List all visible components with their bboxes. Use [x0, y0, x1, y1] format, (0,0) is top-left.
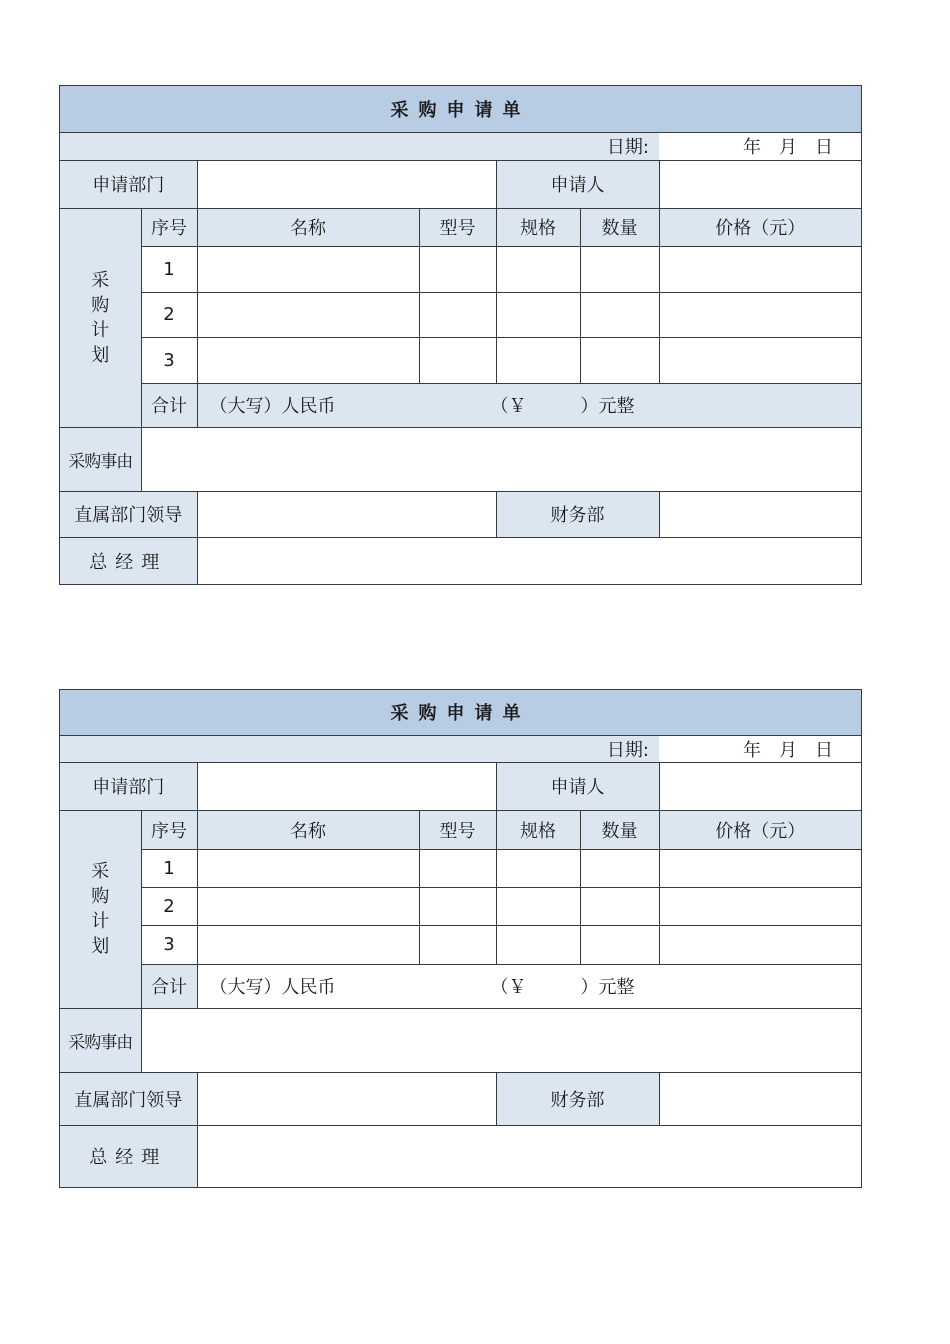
total-amount-field[interactable] [197, 383, 861, 427]
col-header-price: 价格（元） [659, 208, 861, 246]
cell-price[interactable] [659, 887, 861, 925]
cell-name[interactable] [197, 849, 419, 887]
cell-model[interactable] [419, 925, 496, 964]
cell-quantity[interactable] [580, 337, 659, 383]
cell-name[interactable] [197, 246, 419, 292]
cell-spec[interactable] [496, 849, 580, 887]
col-header-model: 型号 [419, 810, 496, 849]
reason-field[interactable] [141, 427, 861, 491]
purchase-request-form-1 [59, 85, 862, 585]
table-row [60, 925, 861, 964]
table-row [60, 246, 861, 292]
total-yuan-suffix: ）元整 [580, 396, 635, 417]
cell-quantity[interactable] [580, 246, 659, 292]
form-table [60, 690, 861, 1187]
total-yen-open: （￥ [490, 977, 527, 998]
total-label: 合计 [141, 383, 197, 427]
cell-spec[interactable] [496, 925, 580, 964]
cell-name[interactable] [197, 925, 419, 964]
dept-label: 申请部门 [60, 762, 197, 810]
cell-price[interactable] [659, 246, 861, 292]
cell-quantity[interactable] [580, 849, 659, 887]
leader-label: 直属部门领导 [60, 491, 197, 537]
gm-field[interactable] [197, 1125, 861, 1187]
row-index: 1 [141, 246, 197, 292]
plan-label: 采 购 计 划 [60, 810, 141, 1008]
cell-quantity[interactable] [580, 887, 659, 925]
col-header-model: 型号 [419, 208, 496, 246]
cell-quantity[interactable] [580, 925, 659, 964]
cell-spec[interactable] [496, 887, 580, 925]
row-index: 2 [141, 292, 197, 337]
col-header-spec: 规格 [496, 208, 580, 246]
leader-label: 直属部门领导 [60, 1072, 197, 1125]
applicant-label: 申请人 [496, 160, 659, 208]
row-index: 1 [141, 849, 197, 887]
finance-label: 财务部 [496, 1072, 659, 1125]
row-index: 3 [141, 337, 197, 383]
row-index: 3 [141, 925, 197, 964]
col-header-name: 名称 [197, 208, 419, 246]
total-uppercase-label: （大写）人民币 [209, 396, 336, 417]
cell-name[interactable] [197, 292, 419, 337]
table-row [60, 849, 861, 887]
finance-field[interactable] [659, 491, 861, 537]
col-header-index: 序号 [141, 208, 197, 246]
cell-model[interactable] [419, 292, 496, 337]
cell-model[interactable] [419, 849, 496, 887]
date-field[interactable]: 年 月 日 [659, 132, 861, 160]
reason-label: 采购事由 [60, 427, 141, 491]
table-row [60, 292, 861, 337]
dept-label: 申请部门 [60, 160, 197, 208]
form-title: 采购申请单 [60, 690, 861, 735]
cell-price[interactable] [659, 849, 861, 887]
total-uppercase-label: （大写）人民币 [209, 977, 336, 998]
dept-field[interactable] [197, 160, 496, 208]
cell-spec[interactable] [496, 292, 580, 337]
leader-field[interactable] [197, 1072, 496, 1125]
cell-price[interactable] [659, 337, 861, 383]
cell-spec[interactable] [496, 246, 580, 292]
cell-model[interactable] [419, 246, 496, 292]
purchase-request-form-2 [59, 689, 862, 1188]
col-header-index: 序号 [141, 810, 197, 849]
table-row [60, 337, 861, 383]
cell-spec[interactable] [496, 337, 580, 383]
cell-price[interactable] [659, 925, 861, 964]
date-label: 日期: [60, 735, 659, 762]
gm-label: 总经理 [60, 1125, 197, 1187]
cell-quantity[interactable] [580, 292, 659, 337]
date-label: 日期: [60, 132, 659, 160]
row-index: 2 [141, 887, 197, 925]
col-header-quantity: 数量 [580, 810, 659, 849]
col-header-quantity: 数量 [580, 208, 659, 246]
form-table [60, 86, 861, 584]
cell-name[interactable] [197, 887, 419, 925]
applicant-field[interactable] [659, 762, 861, 810]
gm-field[interactable] [197, 537, 861, 584]
total-label: 合计 [141, 964, 197, 1008]
col-header-spec: 规格 [496, 810, 580, 849]
gm-label: 总经理 [60, 537, 197, 584]
col-header-price: 价格（元） [659, 810, 861, 849]
cell-model[interactable] [419, 337, 496, 383]
form-title: 采购申请单 [60, 86, 861, 132]
applicant-field[interactable] [659, 160, 861, 208]
finance-field[interactable] [659, 1072, 861, 1125]
total-yen-open: （￥ [490, 396, 527, 417]
cell-price[interactable] [659, 292, 861, 337]
reason-label: 采购事由 [60, 1008, 141, 1072]
dept-field[interactable] [197, 762, 496, 810]
applicant-label: 申请人 [496, 762, 659, 810]
total-yuan-suffix: ）元整 [580, 977, 635, 998]
col-header-name: 名称 [197, 810, 419, 849]
cell-name[interactable] [197, 337, 419, 383]
date-field[interactable]: 年 月 日 [659, 735, 861, 762]
total-amount-field[interactable] [197, 964, 861, 1008]
reason-field[interactable] [141, 1008, 861, 1072]
cell-model[interactable] [419, 887, 496, 925]
table-row [60, 887, 861, 925]
finance-label: 财务部 [496, 491, 659, 537]
leader-field[interactable] [197, 491, 496, 537]
plan-label: 采 购 计 划 [60, 208, 141, 427]
